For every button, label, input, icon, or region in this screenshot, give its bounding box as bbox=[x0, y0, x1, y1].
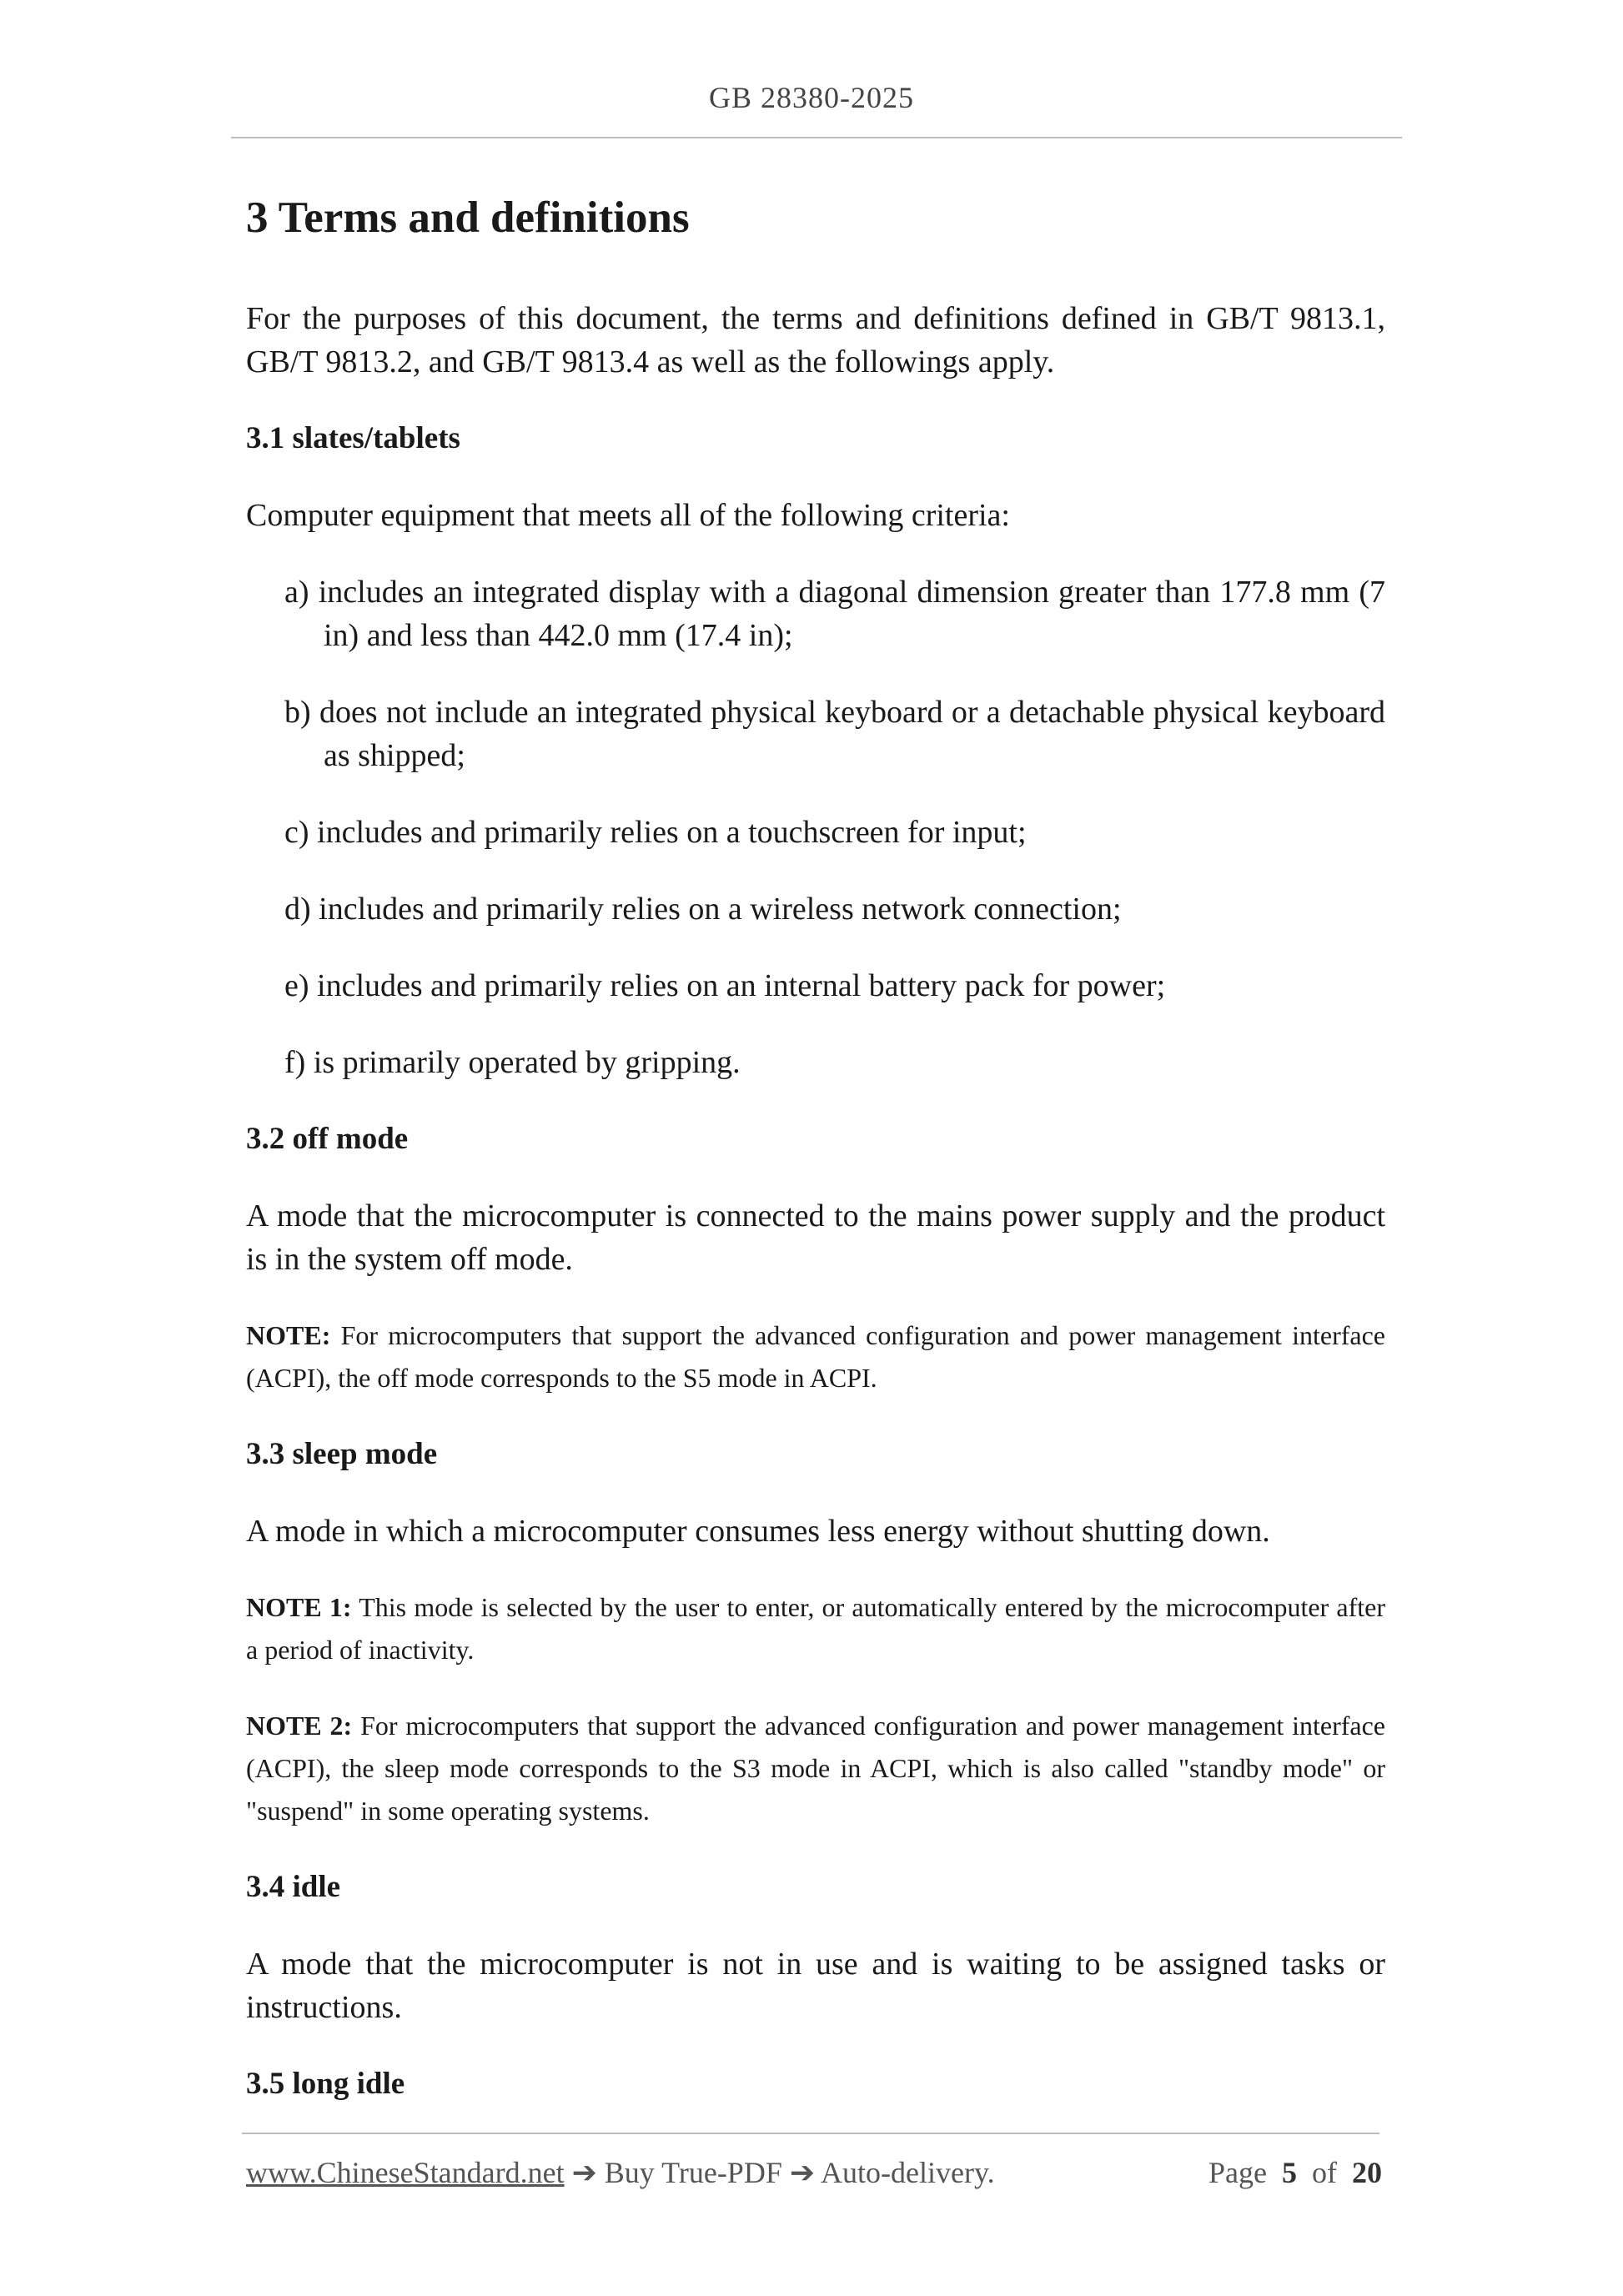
term-3-2-definition: A mode that the microcomputer is connected to the mains power supply and the product is in the system off mode. bbox=[246, 1198, 1385, 1277]
criteria-item-e: e) includes and primarily relies on an internal battery pack for power; bbox=[284, 968, 1166, 1003]
total-pages: 20 bbox=[1352, 2156, 1382, 2189]
term-3-5-title: 3.5 long idle bbox=[246, 2067, 405, 2101]
footer-divider bbox=[242, 2133, 1379, 2134]
current-page: 5 bbox=[1282, 2156, 1297, 2189]
running-header: GB 28380-2025 bbox=[709, 81, 914, 114]
criteria-item-b: b) does not include an integrated physical keyboard or a detachable physical keyboard as shipped; bbox=[284, 695, 1385, 773]
note-text: This mode is selected by the user to enter, or automatically entered by the microcomputer after a period of inactivity. bbox=[246, 1592, 1386, 1665]
footer-promo bbox=[246, 2155, 995, 2190]
criteria-item-d: d) includes and primarily relies on a wireless network connection; bbox=[284, 892, 1122, 927]
term-3-3-note-1 bbox=[246, 1586, 1385, 1671]
section-intro: For the purposes of this document, the terms and definitions defined in GB/T 9813.1, GB/T 9813.2, and GB/T 9813.4 as well as the followings apply. bbox=[246, 301, 1385, 379]
section-title: 3 Terms and definitions bbox=[246, 193, 690, 242]
term-3-2-note bbox=[246, 1314, 1385, 1399]
note-label: NOTE 2: bbox=[246, 1711, 353, 1741]
arrow-right-icon: ➔ bbox=[571, 2156, 597, 2189]
term-3-3-note-2 bbox=[246, 1705, 1385, 1832]
term-3-2-title: 3.2 off mode bbox=[246, 1122, 409, 1156]
criteria-item-a: a) includes an integrated display with a diagonal dimension greater than 177.8 mm (7 in) and less than 442.0 mm (17.4 in); bbox=[284, 575, 1385, 653]
page-number bbox=[1200, 2155, 1382, 2190]
note-text: For microcomputers that support the advanced configuration and power management interface (ACPI), the off mode corresponds to the S5 mode in ACPI. bbox=[246, 1320, 1386, 1393]
criteria-item-c: c) includes and primarily relies on a touchscreen for input; bbox=[284, 815, 1027, 850]
note-label: NOTE: bbox=[246, 1320, 331, 1350]
page-content bbox=[246, 185, 1385, 2139]
website-link[interactable]: www.ChineseStandard.net bbox=[246, 2156, 565, 2189]
arrow-right-icon: ➔ bbox=[789, 2156, 816, 2189]
promo-delivery: Auto-delivery. bbox=[821, 2156, 995, 2189]
promo-buy: Buy True-PDF bbox=[604, 2156, 782, 2189]
page-label: Page bbox=[1208, 2156, 1267, 2189]
term-3-3-definition: A mode in which a microcomputer consumes less energy without shutting down. bbox=[246, 1514, 1270, 1549]
term-3-3-title: 3.3 sleep mode bbox=[246, 1437, 438, 1471]
term-3-4-title: 3.4 idle bbox=[246, 1870, 341, 1904]
header-divider bbox=[231, 137, 1402, 138]
term-3-1-title: 3.1 slates/tablets bbox=[246, 421, 460, 455]
note-label: NOTE 1: bbox=[246, 1592, 352, 1622]
of-label: of bbox=[1312, 2156, 1337, 2189]
term-3-4-definition: A mode that the microcomputer is not in use and is waiting to be assigned tasks or instructions. bbox=[246, 1947, 1385, 2025]
term-3-1-definition: Computer equipment that meets all of the following criteria: bbox=[246, 498, 1010, 533]
note-text: For microcomputers that support the advanced configuration and power management interface (ACPI), the sleep mode corresponds to the S3 mode in ACPI, which is also called "standby mode" or "suspend" in some operating systems. bbox=[246, 1711, 1386, 1826]
criteria-item-f: f) is primarily operated by gripping. bbox=[284, 1045, 741, 1080]
